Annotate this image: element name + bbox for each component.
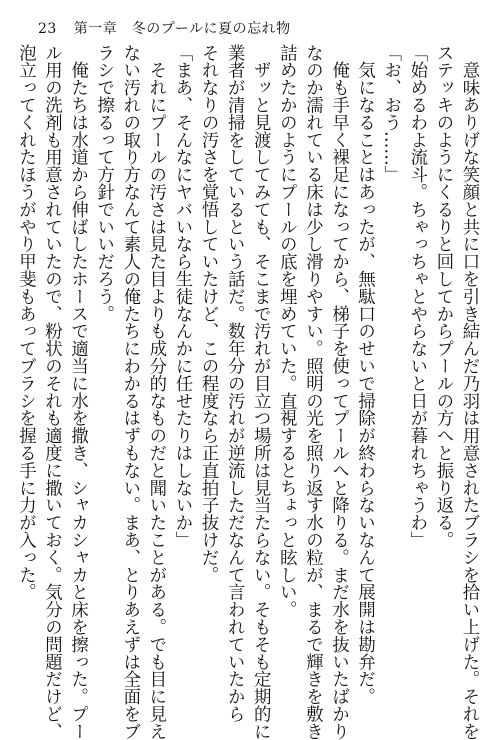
text-line: 意味ありげな笑顔と共に口を引き結んだ乃羽は用意されたブラシを拾い上げた。それを [459,44,479,740]
chapter-title: 第一章 冬のプールに夏の忘れ物 [73,21,291,37]
text-line: ザッと見渡してみても、そこまで汚れが目立つ場所は見当たらない。そもそも定期的に [250,44,271,740]
running-header [38,18,291,38]
body-text [15,44,482,740]
text-line: それにプールの汚さは見た目よりも成分的なものだと聞いたことがある。でも目に見え [145,44,166,740]
text-line: ステッキのようにくるりと回してからプールの方へと振り返る。 [432,44,453,549]
text-line: 詰めたかのようにプールの底を埋めていた。直視するとちょっと眩しい。 [276,44,297,619]
text-line: ル用の洗剤も用意されていたので、粉状のそれも適度に撒いておく。気分の問題だけど、 [41,44,62,740]
text-line: なのか濡れている床は少し滑りやすい。照明の光を照り返す水の粒が、まるで輝きを敷き [302,44,323,740]
text-line: 「始めるわよ流斗。ちゃっちゃとやらないと日が暮れちゃうわ」 [406,44,427,549]
text-line: 「お、おう……」 [380,44,401,184]
text-line: 業者が清掃をしているという話だ。数年分の汚れが逆流しただなんて言われていたから [224,44,245,723]
text-line: 「まあ、そんなにヤバいなら生徒なんかに任せたりはしないか」 [171,44,192,549]
text-line: 泡立ってくれたほうがやり甲斐もあってブラシを握る手に力が入った。 [15,44,36,601]
text-line: ラシで擦るって方針でいいだろう。 [93,44,114,323]
text-line: 気になることはあったが、無駄口のせいで掃除が終わらないなんて展開は勘弁だ。 [354,44,375,706]
text-line: 俺も手早く裸足になってから、梯子を使ってプールへと降りる。まだ水を抜いたばかり [328,44,349,740]
text-line: それなりの汚さを覚悟していたけど、この程度なら正直拍子抜けだ。 [198,44,219,584]
page-number: 23 [38,21,57,37]
text-line: 俺たちは水道から伸ばしたホースで適当に水を撒き、シャカシャカと床を擦った。プー [67,44,88,740]
text-line: ない汚れの取り方なんて素人の俺たちにわかるはずもない。まあ、とりあえずは全面をブ [119,44,140,740]
